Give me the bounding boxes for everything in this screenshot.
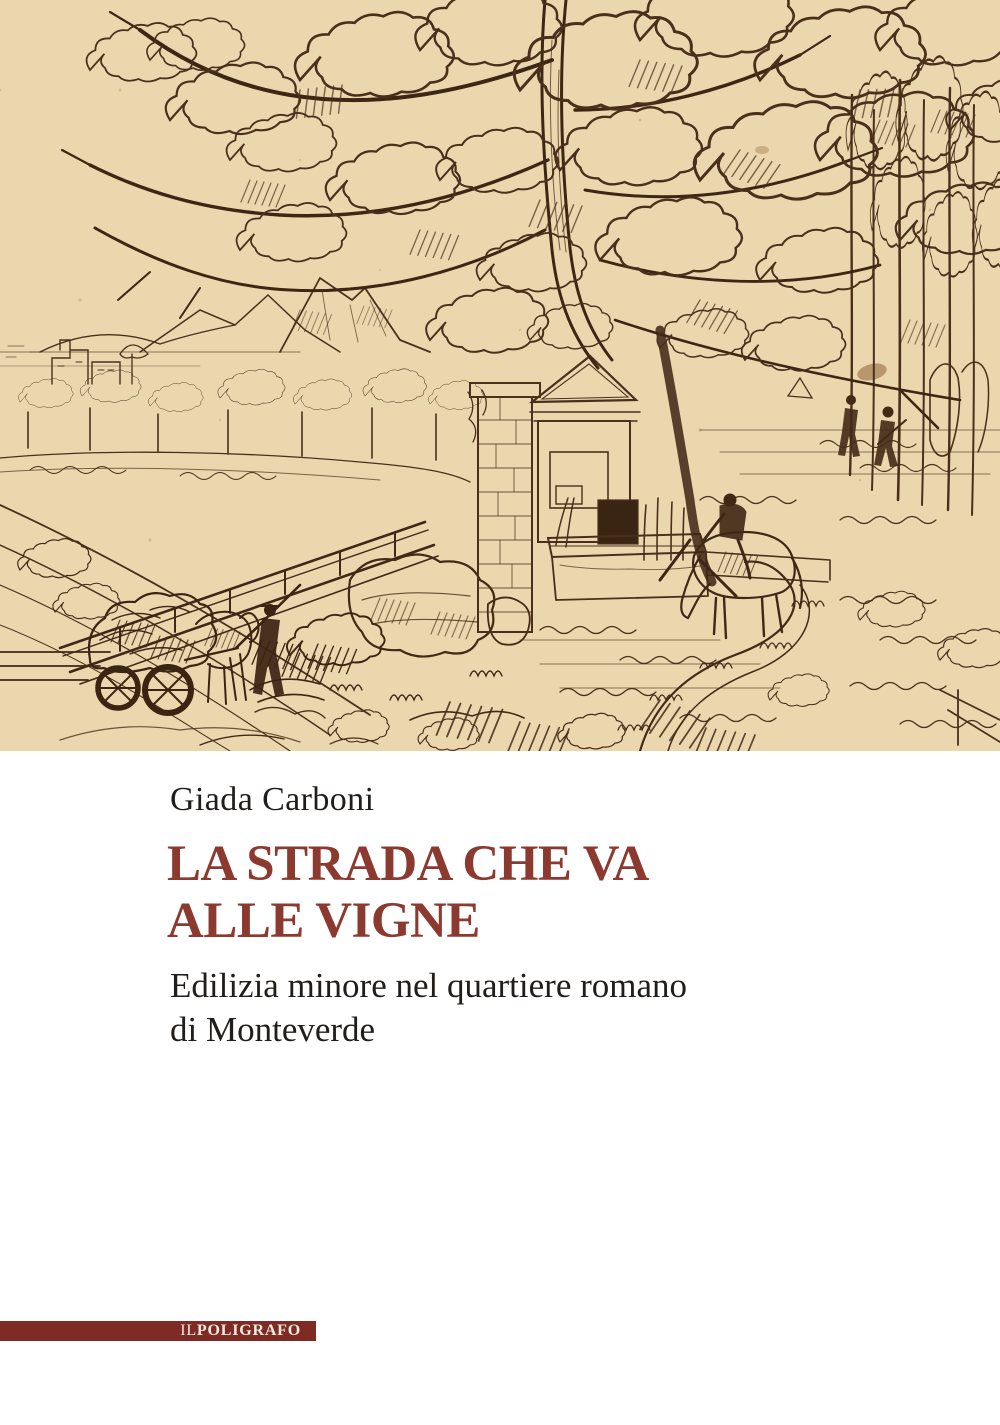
book-title bbox=[167, 836, 649, 950]
ink-stain-small bbox=[755, 146, 769, 154]
book-subtitle-line1: Edilizia minore nel quartiere romano bbox=[170, 966, 688, 1005]
publisher-bar bbox=[0, 1321, 316, 1341]
publisher-logo-prefix: IL bbox=[180, 1322, 197, 1339]
book-subtitle bbox=[170, 964, 687, 1052]
book-title-line2: ALLE VIGNE bbox=[167, 893, 480, 949]
book-subtitle-line2: di Monteverde bbox=[170, 1010, 376, 1049]
author-name: Giada Carboni bbox=[170, 781, 375, 818]
book-title-line1: LA STRADA CHE VA bbox=[167, 836, 649, 892]
publisher-logo-name: POLIGRAFO bbox=[196, 1322, 301, 1339]
